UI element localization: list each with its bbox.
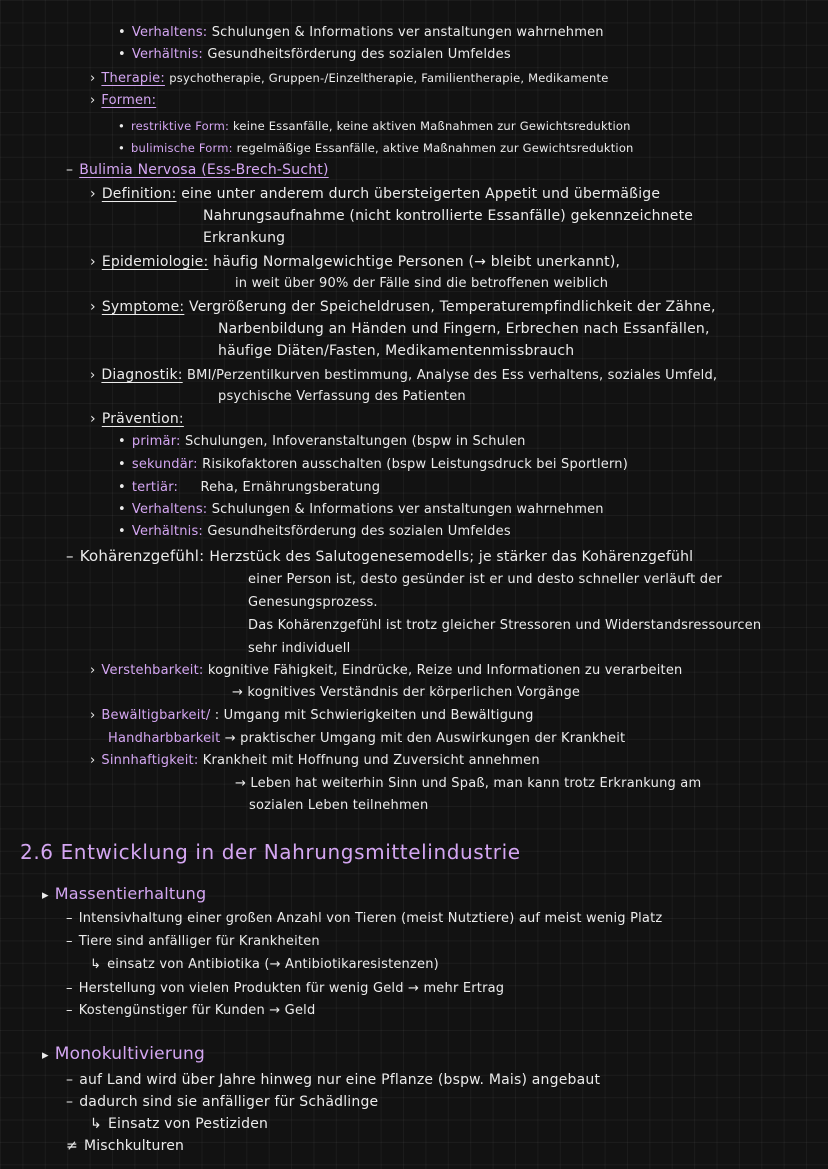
dash-marker: – <box>66 1072 74 1088</box>
text: auf Land wird über Jahre hinweg nur eine Pflanze (bspw. Mais) angebaut <box>79 1072 601 1088</box>
arrow-marker: › <box>90 71 96 86</box>
label: Therapie: <box>101 71 165 86</box>
bullet-tertiaer <box>118 479 380 497</box>
item-definition <box>90 185 660 203</box>
label: Verhältnis: <box>131 47 203 62</box>
label: Verstehbarkeit: <box>101 663 204 678</box>
verstehbarkeit-sub: → kognitives Verständnis der körperlichen Vorgänge <box>232 685 581 700</box>
text: Intensivhaltung einer großen Anzahl von Tieren (meist Nutztiere) auf meist wenig Platz <box>78 911 663 926</box>
monokultivierung-heading <box>42 1045 205 1065</box>
arrow-marker: › <box>90 411 96 427</box>
bullet-verhaeltnis <box>118 46 511 64</box>
dot-marker: • <box>118 434 126 449</box>
symptome-line-2: Narbenbildung an Händen und Fingern, Erbrechen nach Essanfällen, <box>218 321 710 337</box>
label: tertiär: <box>131 480 179 495</box>
arrow-marker: › <box>90 663 96 678</box>
arrow-marker: › <box>90 299 96 315</box>
massentierhaltung-heading <box>42 885 206 905</box>
label: Definition: <box>101 186 177 202</box>
bulimia-title: Bulimia Nervosa (Ess-Brech-Sucht) <box>79 162 329 178</box>
item-epidemiologie <box>90 253 620 271</box>
dot-marker: • <box>118 524 126 539</box>
mono-item-3 <box>90 1115 268 1133</box>
triangle-bullet-icon: ▸ <box>42 888 49 903</box>
label: Massentierhaltung <box>54 884 207 903</box>
label: Diagnostik: <box>101 367 183 383</box>
label: Handharbbarkeit <box>108 731 221 746</box>
dash-marker: – <box>66 934 73 949</box>
item-bewaeltigbarkeit <box>90 707 534 725</box>
arrow-marker: › <box>90 708 96 723</box>
item-formen <box>90 92 156 110</box>
text: Krankheit mit Hoffnung und Zuversicht annehmen <box>202 753 540 768</box>
text: Gesundheitsförderung des sozialen Umfeldes <box>207 47 511 62</box>
text: keine Essanfälle, keine aktiven Maßnahmen zur Gewichtsreduktion <box>232 119 631 133</box>
arrow-marker: › <box>90 186 96 202</box>
bullet-verhaltens-2 <box>118 501 604 519</box>
label: Verhaltens: <box>131 502 208 517</box>
text: BMI/Perzentilkurven bestimmung, Analyse des Ess verhaltens, soziales Umfeld, <box>187 368 718 383</box>
bullet-verhaeltnis-2 <box>118 523 511 541</box>
item-sinnhaftigkeit <box>90 752 540 770</box>
item-verstehbarkeit <box>90 662 682 680</box>
text: Mischkulturen <box>83 1138 185 1154</box>
label: primär: <box>131 434 181 449</box>
section-title: 2.6 Entwicklung in der Nahrungsmittelindustrie <box>20 840 521 864</box>
kohaerenz-heading <box>66 547 693 566</box>
massen-item-3 <box>90 956 439 974</box>
dash-marker: – <box>66 981 73 996</box>
text: → praktischer Umgang mit den Auswirkungen der Krankheit <box>224 731 626 746</box>
dash-marker: – <box>66 547 74 565</box>
text: Gesundheitsförderung des sozialen Umfeldes <box>207 524 511 539</box>
text: Vergrößerung der Speicheldrusen, Temperaturempfindlichkeit der Zähne, <box>189 299 716 315</box>
item-symptome <box>90 298 716 316</box>
item-praevention <box>90 410 184 428</box>
triangle-bullet-icon: ▸ <box>42 1048 49 1063</box>
massen-item-5 <box>66 1002 315 1020</box>
diagnostik-line-2: psychische Verfassung des Patienten <box>218 389 466 404</box>
text: Einsatz von Pestiziden <box>107 1116 269 1132</box>
bullet-restriktiv <box>118 117 631 135</box>
text: einsatz von Antibiotika (→ Antibiotikaresistenzen) <box>107 957 439 972</box>
label: Symptome: <box>101 299 185 315</box>
label: Verhaltens: <box>131 25 208 40</box>
epidemiologie-line-2: in weit über 90% der Fälle sind die betroffenen weiblich <box>235 276 609 291</box>
text: regelmäßige Essanfälle, aktive Maßnahmen zur Gewichtsreduktion <box>236 141 634 155</box>
definition-line-2: Nahrungsaufnahme (nicht kontrollierte Essanfälle) gekennzeichnete <box>203 208 694 224</box>
text: eine unter anderem durch übersteigerten Appetit und übermäßige <box>181 186 661 202</box>
label: Epidemiologie: <box>101 254 209 270</box>
label: Sinnhaftigkeit: <box>101 753 199 768</box>
text: Tiere sind anfälliger für Krankheiten <box>78 934 320 949</box>
dot-marker: • <box>118 47 126 62</box>
item-diagnostik <box>90 366 717 385</box>
text: Kostengünstiger für Kunden → Geld <box>78 1003 316 1018</box>
mono-item-4 <box>66 1137 184 1155</box>
dot-marker: • <box>118 480 126 495</box>
dot-marker: • <box>118 119 125 133</box>
label: sekundär: <box>131 457 198 472</box>
dot-marker: • <box>118 502 126 517</box>
massen-item-2 <box>66 933 320 951</box>
kohaerenz-line-5: sehr individuell <box>248 641 351 656</box>
arrow-marker: › <box>90 753 96 768</box>
text: kognitive Fähigkeit, Eindrücke, Reize und Informationen zu verarbeiten <box>207 663 683 678</box>
text: : Umgang mit Schwierigkeiten und Bewältigung <box>214 708 534 723</box>
text: Herstellung von vielen Produkten für wenig Geld → mehr Ertrag <box>78 981 505 996</box>
sinnhaftigkeit-sub-2: sozialen Leben teilnehmen <box>249 798 429 813</box>
text: dadurch sind sie anfälliger für Schädlinge <box>79 1094 379 1110</box>
dot-marker: • <box>118 25 126 40</box>
dot-marker: • <box>118 141 125 155</box>
text: Schulungen & Informations ver anstaltungen wahrnehmen <box>211 502 604 517</box>
label: Kohärenzgefühl: <box>79 547 205 565</box>
bulimia-heading <box>66 161 329 179</box>
definition-line-3: Erkrankung <box>203 230 286 246</box>
kohaerenz-line-3: Genesungsprozess. <box>248 595 378 610</box>
kohaerenz-line-2: einer Person ist, desto gesünder ist er und desto schneller verläuft der <box>248 572 723 587</box>
hook-arrow-icon: ↳ <box>90 957 102 972</box>
massen-item-4 <box>66 980 504 998</box>
bullet-bulimisch <box>118 139 634 157</box>
label: bulimische Form: <box>130 141 233 155</box>
item-handhabbarkeit <box>108 730 625 748</box>
text: psychotherapie, Gruppen-/Einzeltherapie, Familientherapie, Medikamente <box>169 71 609 85</box>
dot-marker: • <box>118 457 126 472</box>
mono-item-2 <box>66 1093 378 1111</box>
symptome-line-3: häufige Diäten/Fasten, Medikamentenmissbrauch <box>218 343 575 359</box>
dash-marker: – <box>66 1094 74 1110</box>
massen-item-1 <box>66 910 662 928</box>
bullet-primaer <box>118 433 526 451</box>
label: Verhältnis: <box>131 524 203 539</box>
label: Bewältigbarkeit/ <box>101 708 211 723</box>
text: Reha, Ernährungsberatung <box>200 480 381 495</box>
dash-marker: – <box>66 1003 73 1018</box>
hook-arrow-icon: ↳ <box>90 1116 102 1132</box>
item-therapie <box>90 69 609 88</box>
not-equal-icon: ≠ <box>66 1138 78 1154</box>
label: restriktive Form: <box>130 119 230 133</box>
sinnhaftigkeit-sub-1: → Leben hat weiterhin Sinn und Spaß, man kann trotz Erkrankung am <box>235 776 702 791</box>
arrow-marker: › <box>90 93 96 108</box>
label: Monokultivierung <box>54 1044 205 1064</box>
text: Schulungen, Infoveranstaltungen (bspw in Schulen <box>184 434 526 449</box>
dash-marker: – <box>66 911 73 926</box>
label: Formen: <box>101 93 157 108</box>
text: Risikofaktoren ausschalten (bspw Leistungsdruck bei Sportlern) <box>202 457 628 472</box>
arrow-marker: › <box>90 254 96 270</box>
label: Prävention: <box>101 411 184 427</box>
text: Herzstück des Salutogenesemodells; je stärker das Kohärenzgefühl <box>209 549 694 565</box>
mono-item-1 <box>66 1071 600 1089</box>
dash-marker: – <box>66 162 74 178</box>
bullet-verhaltens <box>118 24 604 42</box>
text: Schulungen & Informations ver anstaltungen wahrnehmen <box>211 25 604 40</box>
arrow-marker: › <box>90 368 96 383</box>
text: häufig Normalgewichtige Personen (→ bleibt unerkannt), <box>213 254 621 270</box>
kohaerenz-line-4: Das Kohärenzgefühl ist trotz gleicher Stressoren und Widerstandsressourcen <box>248 618 762 633</box>
bullet-sekundaer <box>118 456 628 474</box>
